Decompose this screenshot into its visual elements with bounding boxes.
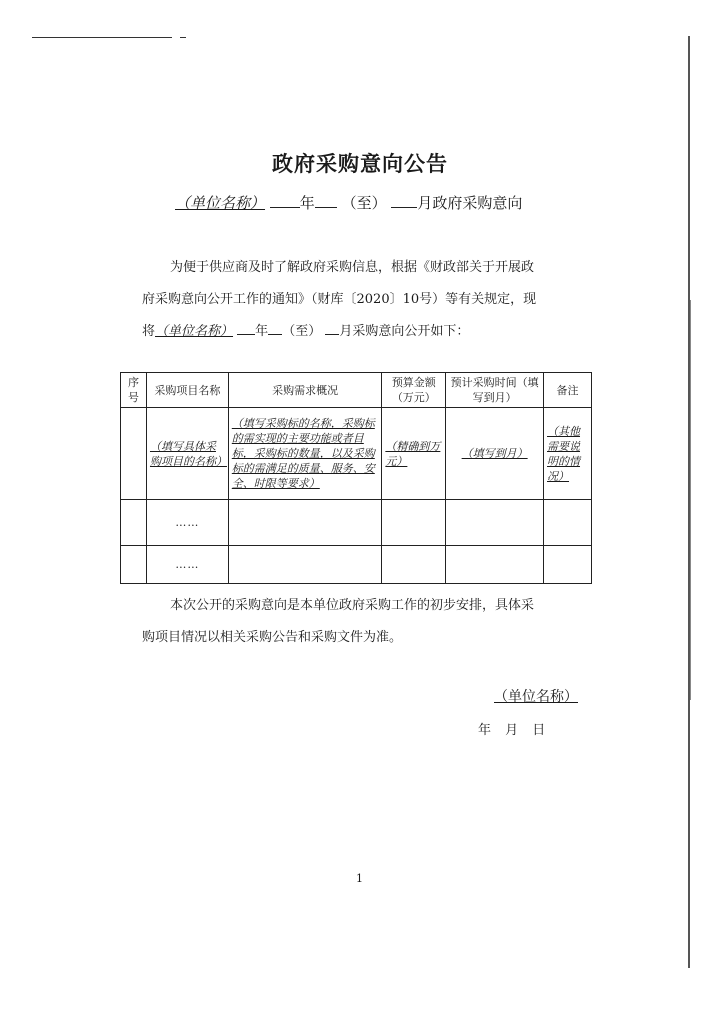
intro-line-3 bbox=[142, 316, 582, 348]
signature-date: 年 月 日 bbox=[478, 723, 546, 738]
scan-edge-line-faint bbox=[690, 300, 691, 700]
cell-demand: （填写采购标的名称，采购标的需实现的主要功能或者目标，采购标的数量，以及采购标的需满足的质量、服务、安全、时限等要求） bbox=[228, 408, 382, 500]
scan-artifact-dash bbox=[180, 37, 186, 38]
intro-line-3-to: （至） bbox=[282, 324, 322, 339]
intro-paragraph bbox=[142, 252, 582, 348]
cell-budget bbox=[382, 546, 446, 584]
intro-line-3-suffix: 月采购意向公开如下： bbox=[339, 324, 470, 339]
subtitle-to-label: （至） bbox=[341, 194, 387, 212]
signature-unit-text: （单位名称） bbox=[494, 689, 578, 705]
table-row bbox=[121, 408, 592, 500]
subtitle-unit-placeholder: （单位名称） bbox=[175, 194, 266, 212]
subtitle-month-blank-1 bbox=[315, 193, 337, 208]
cell-time bbox=[446, 500, 544, 546]
intro-line-3-unit: （单位名称） bbox=[155, 324, 234, 339]
cell-remark bbox=[544, 546, 592, 584]
cell-seq bbox=[121, 500, 147, 546]
subtitle-month-suffix: 月政府采购意向 bbox=[417, 194, 523, 212]
intro-line-3-year: 年 bbox=[255, 324, 269, 339]
footnote-line-2: 购项目情况以相关采购公告和采购文件为准。 bbox=[142, 630, 403, 645]
header-seq: 序号 bbox=[121, 373, 147, 408]
cell-demand bbox=[228, 500, 382, 546]
table-row bbox=[121, 500, 592, 546]
intro-line-1: 为便于供应商及时了解政府采购信息，根据《财政部关于开展政 bbox=[170, 260, 535, 275]
intro-line-2: 府采购意向公开工作的通知》（财库〔2020〕10号）等有关规定，现 bbox=[142, 292, 537, 307]
signature-unit bbox=[494, 686, 578, 706]
table-header-row bbox=[121, 373, 592, 408]
intro-month-blank-1 bbox=[268, 320, 282, 335]
subtitle-month-blank-2 bbox=[391, 193, 417, 208]
table-row bbox=[121, 546, 592, 584]
header-demand: 采购需求概况 bbox=[228, 373, 382, 408]
cell-budget: （精确到万元） bbox=[382, 408, 446, 500]
procurement-table bbox=[120, 372, 592, 584]
cell-seq bbox=[121, 546, 147, 584]
document-subtitle bbox=[175, 192, 522, 213]
intro-line-3-prefix: 将 bbox=[142, 324, 156, 339]
intro-month-blank-2 bbox=[325, 320, 339, 335]
cell-remark bbox=[544, 500, 592, 546]
page-number: 1 bbox=[356, 872, 363, 885]
cell-remark: （其他需要说明的情况） bbox=[544, 408, 592, 500]
subtitle-year-label: 年 bbox=[299, 194, 315, 212]
scan-artifact-line bbox=[32, 37, 172, 38]
footnote-paragraph bbox=[142, 590, 582, 654]
cell-demand bbox=[228, 546, 382, 584]
header-remark: 备注 bbox=[544, 373, 592, 408]
intro-year-blank bbox=[237, 320, 255, 335]
cell-time bbox=[446, 546, 544, 584]
cell-budget bbox=[382, 500, 446, 546]
cell-time: （填写到月） bbox=[446, 408, 544, 500]
subtitle-year-blank bbox=[270, 193, 300, 208]
header-project-name: 采购项目名称 bbox=[146, 373, 228, 408]
footnote-line-1: 本次公开的采购意向是本单位政府采购工作的初步安排，具体采 bbox=[170, 598, 535, 613]
cell-project-name: …… bbox=[146, 546, 228, 584]
header-time: 预计采购时间（填写到月） bbox=[446, 373, 544, 408]
cell-project-name: （填写具体采购项目的名称） bbox=[146, 408, 228, 500]
cell-seq bbox=[121, 408, 147, 500]
cell-project-name: …… bbox=[146, 500, 228, 546]
header-budget: 预算金额（万元） bbox=[382, 373, 446, 408]
document-title: 政府采购意向公告 bbox=[272, 151, 448, 176]
